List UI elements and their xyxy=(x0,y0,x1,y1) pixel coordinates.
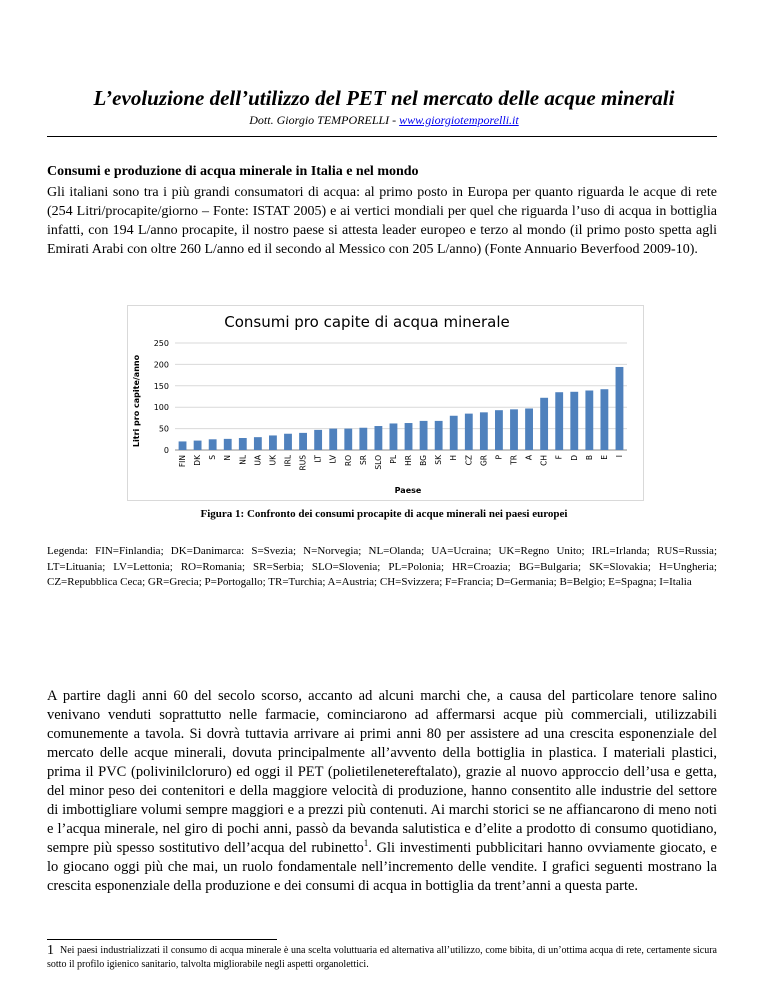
chart-bar-lv xyxy=(329,429,337,450)
chart-x-tick-label: N xyxy=(223,455,233,461)
consumption-chart xyxy=(127,305,644,501)
chart-bar-ch xyxy=(540,398,548,450)
chart-bar-ua xyxy=(254,437,262,450)
chart-x-tick-label: B xyxy=(584,455,594,461)
chart-x-tick-label: LT xyxy=(313,455,323,463)
chart-title: Consumi pro capite di acqua minerale xyxy=(224,313,510,331)
chart-x-tick-label: SK xyxy=(434,455,444,465)
chart-bar-nl xyxy=(239,438,247,450)
chart-x-tick-label: HR xyxy=(404,455,414,466)
chart-x-tick-label: A xyxy=(524,455,534,461)
chart-x-tick-label: F xyxy=(554,455,564,460)
chart-y-tick-label: 100 xyxy=(153,403,169,413)
chart-bar-b xyxy=(585,391,593,450)
chart-bar-dk xyxy=(194,441,202,450)
chart-x-tick-label: LV xyxy=(328,455,338,464)
chart-x-tick-label: GR xyxy=(479,455,489,467)
chart-x-tick-label: D xyxy=(569,455,579,461)
chart-bar-a xyxy=(525,408,533,450)
chart-x-tick-label: UK xyxy=(268,455,278,466)
footnote-number: 1 xyxy=(47,943,54,958)
chart-x-tick-label: IRL xyxy=(283,455,293,467)
chart-x-axis-label: Paese xyxy=(394,486,422,495)
chart-bar-sk xyxy=(435,421,443,450)
chart-x-tick-label: PL xyxy=(388,455,398,464)
chart-y-tick-label: 200 xyxy=(153,360,169,370)
chart-bar-bg xyxy=(420,421,428,450)
footnote-reference[interactable]: 1 xyxy=(363,838,369,849)
chart-x-tick-label: TR xyxy=(509,455,519,465)
history-paragraph xyxy=(47,687,717,896)
chart-x-tick-label: P xyxy=(494,455,504,460)
chart-bar-uk xyxy=(269,435,277,450)
chart-y-axis-label: Litri pro capite/anno xyxy=(132,354,141,448)
chart-x-tick-label: UA xyxy=(253,455,263,466)
chart-bar-lt xyxy=(314,430,322,450)
chart-bar-f xyxy=(555,392,563,450)
chart-bar-irl xyxy=(284,434,292,450)
chart-bar-n xyxy=(224,439,232,450)
chart-bar-s xyxy=(209,439,217,450)
chart-x-tick-label: SLO xyxy=(373,455,383,470)
section-heading: Consumi e produzione di acqua minerale in Italia e nel mondo xyxy=(47,164,419,179)
chart-bar-fin xyxy=(179,441,187,450)
header-divider xyxy=(47,136,717,137)
footnote-text: Nei paesi industrializzati il consumo di acqua minerale è una scelta voluttuaria ed alternativa all’utilizzo, come bibita, di un’ottima acqua di rete, certamente sicura sotto il profilo igienico sanitario, talvolta migliorabile negli aspetti organolettici. xyxy=(47,945,717,970)
chart-bar-gr xyxy=(480,412,488,450)
chart-x-tick-label: FIN xyxy=(178,455,188,468)
chart-x-tick-label: I xyxy=(614,455,624,458)
figure-caption: Figura 1: Confronto dei consumi procapite di acque minerali nei paesi europei xyxy=(200,508,568,520)
footnote xyxy=(47,944,717,972)
chart-frame xyxy=(128,306,644,501)
chart-y-tick-label: 150 xyxy=(153,381,169,391)
chart-bar-d xyxy=(570,392,578,450)
chart-x-tick-label: CH xyxy=(539,455,549,466)
chart-x-tick-label: SR xyxy=(358,455,368,465)
chart-y-tick-label: 0 xyxy=(163,446,169,455)
chart-x-tick-label: S xyxy=(208,455,218,460)
chart-bar-pl xyxy=(390,423,398,450)
chart-y-tick-label: 250 xyxy=(153,339,169,348)
intro-paragraph: Gli italiani sono tra i più grandi consumatori di acqua: al primo posto in Europa per quanto riguarda le acque di rete (254 Litri/procapite/giorno – Fonte: ISTAT 2005) e ai vertici mondiali per quel che riguarda l’uso di acqua in bottiglia infatti, con 194 L/anno procapite, il nostro paese si attesta leader europeo e terzo al mondo (il primo posto spetta agli Emirati Arabi con oltre 260 L/anno ed il secondo al Messico con 205 L/anno) (Fonte Annuario Beverfood 2009-10). xyxy=(47,185,717,257)
chart-bar-slo xyxy=(374,426,382,450)
history-text-before: A partire dagli anni 60 del secolo scorso, accanto ad alcuni marchi che, a causa del particolare tenore salino venivano venduti soprattutto nelle farmacie, cominciarono ad affermarsi acque più commerciali, utilizzabili comunemente a tavola. Si dovrà tuttavia arrivare ai primi anni 80 per assistere ad una crescita esponenziale del mercato delle acque minerali, dovuta principalmente all’avvento della bottiglia in plastica. I materiali plastici, prima il PVC (polivinilcloruro) ed oggi il PET (polietilenetereftalato), grazie al nuovo approccio dell’usa e getta, del minor peso dei contenitori e della maggiore velocità di produzione, hanno consentito alle industrie del settore di imbottigliare volumi sempre maggiori e a prezzi più contenuti. Ai marchi storici se ne affiancarono di meno noti e l’acqua minerale, nel giro di pochi anni, passò da bevanda salutistica e d’elite a prodotto di consumo quotidiano, sempre più spesso sostitutivo dell’acqua del rubinetto xyxy=(47,688,717,856)
chart-y-tick-label: 50 xyxy=(158,424,169,434)
chart-x-tick-label: E xyxy=(599,455,609,460)
author-name: Dott. Giorgio TEMPORELLI - xyxy=(249,113,400,127)
chart-svg xyxy=(127,305,644,501)
chart-x-tick-label: RUS xyxy=(298,455,308,471)
chart-x-tick-label: DK xyxy=(193,455,203,466)
author-website-link[interactable]: www.giorgiotemporelli.it xyxy=(399,113,519,127)
footnote-divider xyxy=(47,939,277,940)
chart-bar-hr xyxy=(405,423,413,450)
chart-x-tick-label: RO xyxy=(343,455,353,467)
chart-bar-cz xyxy=(465,414,473,450)
author-byline xyxy=(0,113,768,128)
chart-bar-h xyxy=(450,416,458,450)
history-text-after: . Gli investimenti pubblicitari hanno ovviamente giocato, e lo giocano oggi più che mai, un ruolo fondamentale nell’incremento delle vendite. I grafici seguenti mostrano la crescita esponenziale della produzione e dei consumi di acqua in bottiglia da trent’anni a questa parte. xyxy=(47,840,717,894)
chart-bar-i xyxy=(616,367,624,450)
chart-bar-ro xyxy=(344,429,352,450)
chart-bar-sr xyxy=(359,428,367,450)
document-title: L’evoluzione dell’utilizzo del PET nel mercato delle acque minerali xyxy=(93,86,675,110)
chart-bar-e xyxy=(600,389,608,450)
chart-x-tick-label: NL xyxy=(238,455,248,465)
chart-x-tick-label: BG xyxy=(419,455,429,466)
chart-bar-tr xyxy=(510,409,518,450)
figure-legend: Legenda: FIN=Finlandia; DK=Danimarca: S=Svezia; N=Norvegia; NL=Olanda; UA=Ucraina; UK=Regno Unito; IRL=Irlanda; RUS=Russia; LT=Lituania; LV=Lettonia; RO=Romania; SR=Serbia; SLO=Slovenia; PL=Polonia; HR=Croazia; BG=Bulgaria; SK=Slovakia; H=Ungheria; CZ=Repubblica Ceca; GR=Grecia; P=Portogallo; TR=Turchia; A=Austria; CH=Svizzera; F=Francia; D=Germania; B=Belgio; E=Spagna; I=Italia xyxy=(47,545,717,588)
chart-x-tick-label: H xyxy=(449,455,459,461)
chart-bar-rus xyxy=(299,433,307,450)
chart-x-tick-label: CZ xyxy=(464,455,474,466)
chart-bar-p xyxy=(495,410,503,450)
